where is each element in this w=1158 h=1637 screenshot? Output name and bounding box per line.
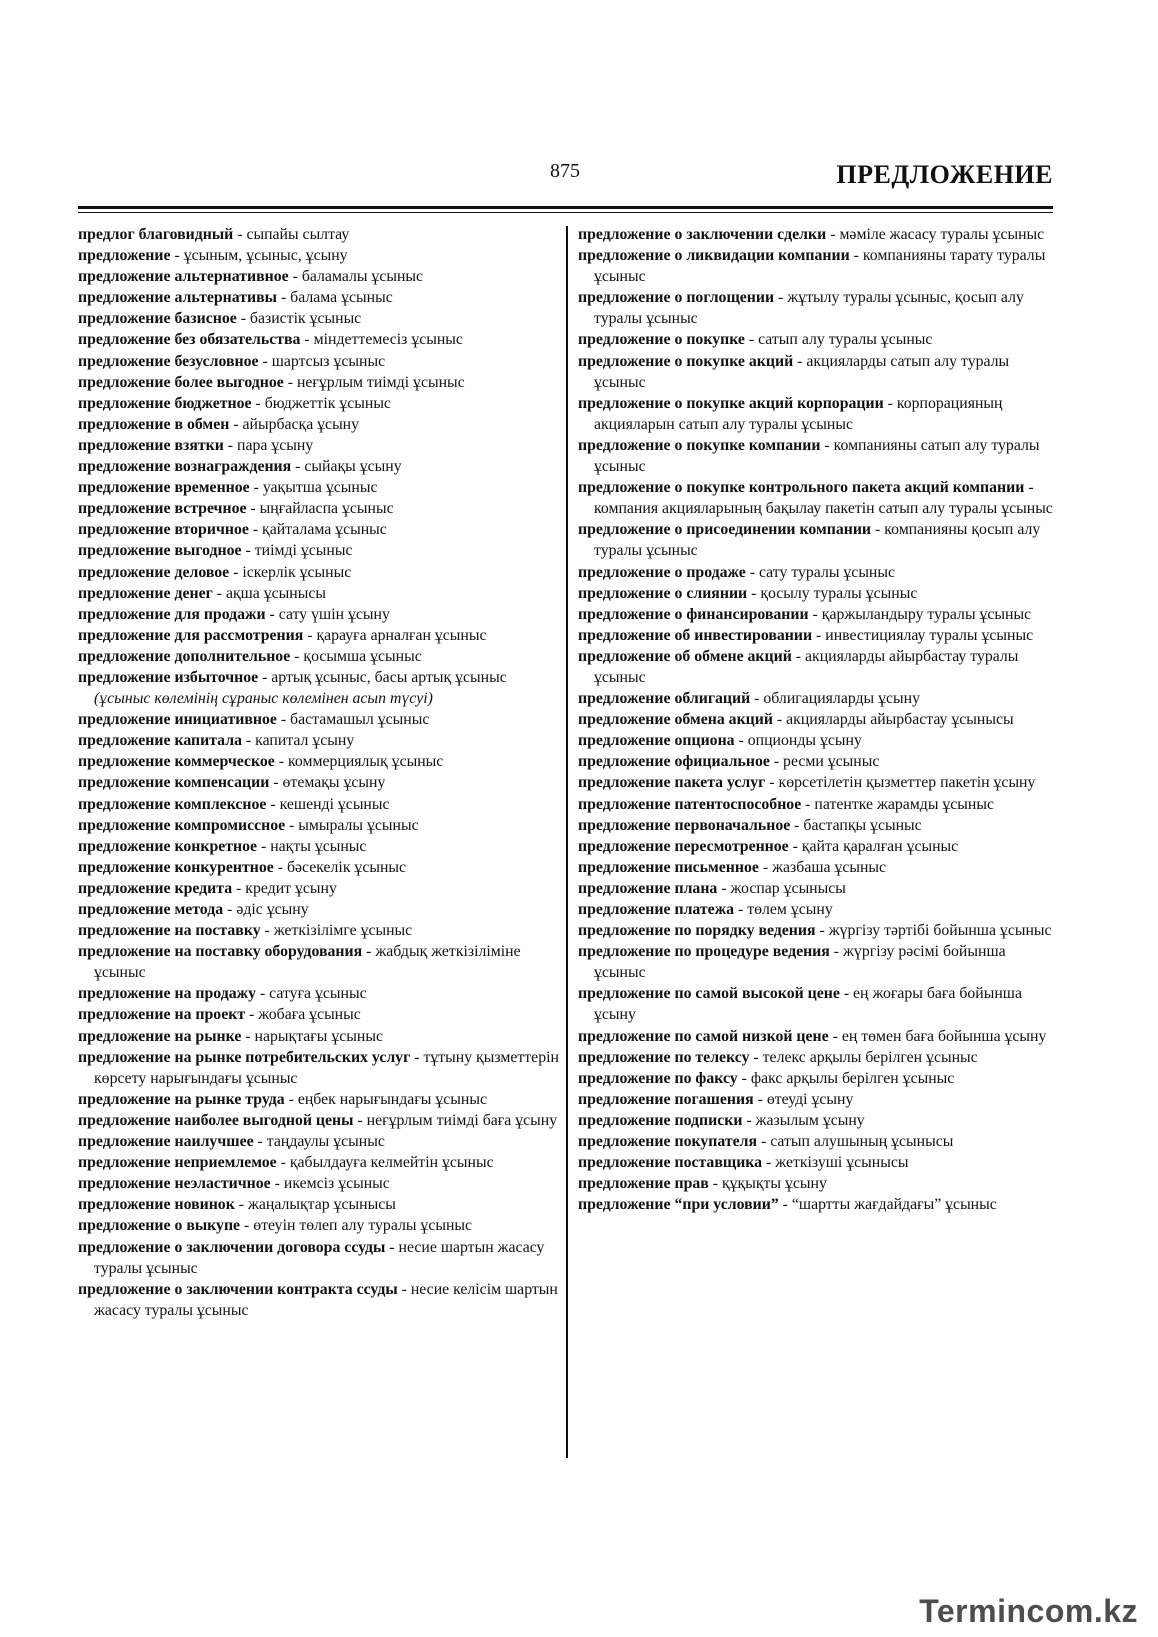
entry-definition: жобаға ұсыныс [258, 1006, 361, 1024]
entry-term: предложение о покупке [578, 331, 745, 349]
entry-term: предложение бюджетное [78, 394, 252, 412]
header-rule-thin [78, 212, 1053, 213]
dictionary-entry: предложение покупателя - сатып алушының ұсынысы [578, 1133, 954, 1151]
dictionary-entry: предложение деловое - іскерлік ұсыныс [78, 563, 352, 581]
entry-definition: сатып алушының ұсынысы [770, 1133, 954, 1151]
dictionary-entry: предложение метода - әдіс ұсыну [78, 901, 309, 918]
entry-term: предложение о покупке контрольного пакета акций компании [578, 479, 1025, 497]
entry-definition: мәміле жасасу туралы ұсыныс [839, 226, 1045, 243]
entry-term: предложение о заключении сделки [578, 226, 827, 243]
entry-definition: неғұрлым тиімді баға ұсыну [366, 1111, 558, 1129]
dictionary-entry: предложение коммерческое - коммерциялық ұсыныс [78, 753, 444, 771]
dictionary-entry: предлог благовидный - сыпайы сылтау [78, 226, 350, 243]
right-column [578, 224, 1060, 1215]
dictionary-entry: предложение опциона - опционды ұсыну [578, 732, 862, 750]
entry-definition: төлем ұсыну [747, 901, 833, 918]
dictionary-entry: предложение для продажи - сату үшін ұсыну [78, 605, 390, 623]
entry-term: предложение встречное [78, 500, 247, 518]
entry-definition: компания акцияларының бақылау пакетін сатып алу туралы ұсыныс [594, 500, 1053, 518]
entry-definition: инвестициялау туралы ұсыныс [825, 626, 1034, 644]
entry-definition: ең жоғары баға бойынша ұсыну [594, 985, 1022, 1024]
dictionary-entry: предложение альтернативное - баламалы ұсыныс [78, 268, 424, 286]
entry-term: предложение выгодное [78, 542, 242, 560]
dictionary-entry: предложение по процедуре ведения - жүргізу рәсімі бойынша ұсыныс [578, 943, 1006, 982]
entry-definition: қарауға арналған ұсыныс [316, 626, 487, 644]
entry-term: предложение о заключении договора ссуды [78, 1238, 386, 1256]
dictionary-entry: предложение наилучшее - таңдаулы ұсыныс [78, 1133, 385, 1151]
entry-term: предложение дополнительное [78, 647, 291, 665]
entry-term: предложение опциона [578, 732, 735, 750]
entry-note: (ұсыныс көлемінің сұраныс көлемінен асып түсуі) [94, 690, 433, 708]
entry-definition: сатуға ұсыныс [269, 985, 367, 1003]
dictionary-entry: предложение первоначальное - бастапқы ұсыныс [578, 816, 922, 834]
entry-definition: пара ұсыну [237, 436, 314, 454]
entry-definition: факс арқылы берілген ұсыныс [750, 1069, 955, 1087]
entry-definition: компанияны тарату туралы ұсыныс [594, 247, 1046, 286]
dictionary-entry: предложение письменное - жазбаша ұсыныс [578, 858, 887, 876]
dictionary-entry: предложение обмена акций - акцияларды айырбастау ұсынысы [578, 711, 1014, 729]
entry-definition: жеткізуші ұсынысы [775, 1154, 909, 1172]
entry-definition: сатып алу туралы ұсыныс [758, 331, 933, 349]
entry-definition: капитал ұсыну [255, 732, 355, 750]
dictionary-entry: предложение погашения - өтеуді ұсыну [578, 1090, 854, 1108]
entry-term: предложение первоначальное [578, 816, 791, 834]
entry-term: предложение по телексу [578, 1048, 750, 1066]
dictionary-entry: предложение платежа - төлем ұсыну [578, 901, 833, 918]
dictionary-entry: предложение временное - уақытша ұсыныс [78, 479, 378, 497]
entry-term: предложение временное [78, 479, 250, 497]
dictionary-entry: предложение вторичное - қайталама ұсыныс [78, 521, 387, 539]
entry-term: предлог благовидный [78, 226, 234, 243]
entry-definition: жүргізу рәсімі бойынша ұсыныс [594, 943, 1006, 982]
entry-definition: бастапқы ұсыныс [803, 816, 922, 834]
entry-term: предложение взятки [78, 436, 224, 454]
entry-term: предложение для рассмотрения [78, 626, 304, 644]
entry-term: предложение в обмен [78, 415, 230, 433]
entry-definition: патентке жарамды ұсыныс [814, 795, 994, 813]
entry-term: предложение капитала [78, 732, 242, 750]
entry-term: предложение на проект [78, 1006, 246, 1024]
entry-term: предложение без обязательства [78, 331, 301, 349]
entry-definition: әдіс ұсыну [236, 901, 309, 918]
dictionary-entry: предложение новинок - жаңалықтар ұсынысы [78, 1196, 396, 1214]
entry-term: предложение о ликвидации компании [578, 247, 850, 265]
dictionary-entry: предложение на продажу - сатуға ұсыныс [78, 985, 367, 1003]
entry-definition: компанияны сатып алу туралы ұсыныс [594, 436, 1040, 476]
entry-definition: несие келісім шартын жасасу туралы ұсыныс [94, 1280, 558, 1319]
entry-definition: қабылдауға келмейтін ұсыныс [289, 1154, 494, 1172]
entry-term: предложение письменное [578, 858, 759, 876]
entry-definition: артық ұсыныс, басы артық ұсыныс [271, 668, 507, 686]
dictionary-entry: предложение дополнительное - қосымша ұсыныс [78, 647, 422, 665]
entry-term: предложение деловое [78, 563, 230, 581]
dictionary-entry: предложение инициативное - бастамашыл ұсыныс [78, 711, 430, 729]
entry-term: предложение об обмене акций [578, 647, 792, 665]
entry-term: предложение пакета услуг [578, 774, 766, 792]
entry-term: предложение метода [78, 901, 224, 918]
entry-definition: қаржыландыру туралы ұсыныс [821, 605, 1032, 623]
entry-term: предложение на поставку оборудования [78, 943, 363, 961]
entry-term: предложение конкурентное [78, 858, 274, 876]
dictionary-entry: предложение прав - құқықты ұсыну [578, 1175, 827, 1193]
entry-term: предложение о присоединении компании [578, 521, 872, 539]
entry-definition: ресми ұсыныс [783, 753, 880, 771]
entry-definition: өтеуді ұсыну [766, 1090, 854, 1108]
dictionary-entry: предложение подписки - жазылым ұсыну [578, 1111, 865, 1129]
entry-term: предложение альтернативы [78, 289, 277, 307]
entry-term: предложение комплексное [78, 795, 267, 813]
entry-term: предложение о покупке акций [578, 352, 794, 370]
entry-definition: еңбек нарығындағы ұсыныс [297, 1090, 487, 1108]
dictionary-entry: предложение комплексное - кешенді ұсыныс [78, 795, 390, 813]
running-head: ПРЕДЛОЖЕНИЕ [836, 160, 1053, 189]
entry-definition: жеткізілімге ұсыныс [273, 922, 413, 940]
column-divider [566, 226, 568, 1458]
entry-definition: коммерциялық ұсыныс [288, 753, 444, 771]
dictionary-entry: предложение кредита - кредит ұсыну [78, 879, 337, 897]
entry-term: предложение официальное [578, 753, 770, 771]
entry-definition: құқықты ұсыну [721, 1175, 827, 1193]
dictionary-entry: предложение об обмене акций - акцияларды айырбастау туралы ұсыныс [578, 647, 1019, 686]
entry-term: предложение безусловное [78, 352, 259, 370]
dictionary-entry: предложение встречное - ыңғайласпа ұсыныс [78, 500, 394, 518]
dictionary-entry: предложение о продаже - сату туралы ұсыныс [578, 563, 896, 581]
entry-term: предложение об инвестировании [578, 626, 813, 644]
entry-term: предложение о покупке компании [578, 436, 821, 454]
entry-term: предложение альтернативное [78, 268, 289, 286]
entry-definition: неғұрлым тиімді ұсыныс [296, 373, 465, 391]
dictionary-entry: предложение на поставку оборудования - жабдық жеткізіліміне ұсыныс [78, 943, 521, 982]
entry-definition: бастамашыл ұсыныс [290, 711, 430, 729]
dictionary-entry: предложение о заключении сделки - мәміле жасасу туралы ұсыныс [578, 226, 1045, 243]
dictionary-entry: предложение - ұсыным, ұсыныс, ұсыну [78, 247, 348, 265]
entry-term: предложение по порядку ведения [578, 922, 816, 940]
dictionary-entry: предложение компромиссное - ымыралы ұсыныс [78, 816, 419, 834]
dictionary-entry: предложение в обмен - айырбасқа ұсыну [78, 415, 360, 433]
entry-definition: жоспар ұсынысы [730, 879, 846, 897]
dictionary-entry: предложение альтернативы - балама ұсыныс [78, 289, 393, 307]
dictionary-entry: предложение о ликвидации компании - компанияны тарату туралы ұсыныс [578, 247, 1046, 286]
entry-definition: кредит ұсыну [245, 879, 337, 897]
entry-term: предложение неэластичное [78, 1175, 271, 1193]
dictionary-entry: предложение о покупке компании - компанияны сатып алу туралы ұсыныс [578, 436, 1040, 476]
dictionary-entry: предложение пакета услуг - көрсетілетін қызметтер пакетін ұсыну [578, 774, 1036, 792]
entry-definition: компанияны қосып алу туралы ұсыныс [594, 521, 1041, 560]
header-rule-thick [78, 206, 1053, 209]
entry-term: предложение денег [78, 584, 213, 602]
entry-term: предложение неприемлемое [78, 1154, 277, 1172]
dictionary-entry: предложение на рынке - нарықтағы ұсыныс [78, 1027, 383, 1045]
entry-definition: балама ұсыныс [290, 289, 393, 307]
entry-term: предложение конкретное [78, 837, 258, 855]
dictionary-entry: предложение взятки - пара ұсыну [78, 436, 314, 454]
dictionary-entry: предложение на рынке труда - еңбек нарығындағы ұсыныс [78, 1090, 487, 1108]
dictionary-entry: предложение выгодное - тиімді ұсыныс [78, 542, 353, 560]
dictionary-entry: предложение наиболее выгодной цены - неғұрлым тиімді баға ұсыну [78, 1111, 558, 1129]
dictionary-entry: предложение компенсации - өтемақы ұсыну [78, 774, 386, 792]
entry-definition: өтеуін төлеп алу туралы ұсыныс [253, 1217, 473, 1235]
entry-term: предложение наиболее выгодной цены [78, 1111, 354, 1129]
entry-term: предложение избыточное [78, 668, 259, 686]
left-column [78, 224, 560, 1321]
entry-definition: сату туралы ұсыныс [758, 563, 896, 581]
entry-term: предложение на продажу [78, 985, 256, 1003]
dictionary-entry: предложение о покупке акций - акцияларды сатып алу туралы ұсыныс [578, 352, 1010, 391]
dictionary-entry: предложение избыточное - артық ұсыныс, басы артық ұсыныс (ұсыныс көлемінің сұраныс көлемінен асып түсуі) [78, 668, 507, 708]
dictionary-entry: предложение по самой высокой цене - ең жоғары баға бойынша ұсыну [578, 985, 1022, 1024]
dictionary-entry: предложение о заключении договора ссуды - несие шартын жасасу туралы ұсыныс [78, 1238, 545, 1277]
entry-term: предложение на рынке [78, 1027, 242, 1045]
entry-definition: қосымша ұсыныс [303, 647, 422, 665]
entry-term: предложение кредита [78, 879, 233, 897]
dictionary-entry: предложение для рассмотрения - қарауға арналған ұсыныс [78, 626, 487, 644]
dictionary-entry: предложение более выгодное - неғұрлым тиімді ұсыныс [78, 373, 465, 391]
dictionary-entry: предложение неэластичное - икемсіз ұсыныс [78, 1175, 390, 1193]
entry-definition: икемсіз ұсыныс [283, 1175, 390, 1193]
entry-definition: сыйақы ұсыну [304, 458, 402, 476]
entry-definition: акцияларды айырбастау ұсынысы [786, 711, 1014, 729]
entry-definition: кешенді ұсыныс [279, 795, 390, 813]
page-number: 875 [550, 160, 580, 182]
entry-term: предложение прав [578, 1175, 709, 1193]
entry-definition: қосылу туралы ұсыныс [760, 584, 918, 602]
entry-definition: іскерлік ұсыныс [242, 563, 352, 581]
entry-definition: телекс арқылы берілген ұсыныс [762, 1048, 978, 1066]
entry-definition: ең төмен баға бойынша ұсыну [841, 1027, 1047, 1045]
termincom-logo: Termincom.kz [919, 1593, 1138, 1629]
entry-definition: уақытша ұсыныс [262, 479, 378, 497]
dictionary-entry: предложение облигаций - облигацияларды ұсыну [578, 690, 920, 708]
entry-definition: тұтыну қызметтерін көрсету нарығындағы ұсыныс [94, 1048, 559, 1087]
entry-definition: айырбасқа ұсыну [242, 415, 360, 433]
entry-term: предложение о заключении контракта ссуды [78, 1280, 398, 1298]
entry-term: предложение вторичное [78, 521, 249, 539]
entry-term: предложение обмена акций [578, 711, 773, 729]
entry-term: предложение на рынке труда [78, 1090, 285, 1108]
entry-term: предложение погашения [578, 1090, 754, 1108]
entry-definition: сыпайы сылтау [246, 226, 350, 243]
entry-term: предложение по процедуре ведения [578, 943, 830, 961]
entry-definition: акцияларды айырбастау туралы ұсыныс [594, 647, 1019, 686]
entry-definition: акцияларды сатып алу туралы ұсыныс [594, 352, 1010, 391]
entry-term: предложение наилучшее [78, 1133, 254, 1151]
dictionary-entry: предложение на рынке потребительских услуг - тұтыну қызметтерін көрсету нарығындағы ұсыныс [78, 1048, 559, 1087]
dictionary-entry: предложение безусловное - шартсыз ұсыныс [78, 352, 386, 370]
dictionary-entry: предложение на проект - жобаға ұсыныс [78, 1006, 361, 1024]
entry-definition: қайта қаралған ұсыныс [801, 837, 959, 855]
entry-definition: жаңалықтар ұсынысы [247, 1196, 396, 1214]
entry-definition: шартсыз ұсыныс [271, 352, 386, 370]
dictionary-entry: предложение пересмотренное - қайта қаралған ұсыныс [578, 837, 959, 855]
entry-definition: опционды ұсыну [747, 732, 862, 750]
entry-definition: несие шартын жасасу туралы ұсыныс [94, 1238, 545, 1277]
entry-term: предложение по факсу [578, 1069, 738, 1087]
entry-definition: таңдаулы ұсыныс [266, 1133, 385, 1151]
dictionary-entry: предложение по самой низкой цене - ең төмен баға бойынша ұсыну [578, 1027, 1047, 1045]
entry-definition: бюджеттік ұсыныс [264, 394, 391, 412]
entry-definition: бәсекелік ұсыныс [286, 858, 407, 876]
dictionary-entry: предложение конкретное - нақты ұсыныс [78, 837, 367, 855]
dictionary-entry: предложение о поглощении - жұтылу туралы ұсыныс, қосып алу туралы ұсыныс [578, 289, 1024, 328]
entry-term: предложение по самой низкой цене [578, 1027, 829, 1045]
dictionary-entry: предложение по порядку ведения - жүргізу тәртібі бойынша ұсыныс [578, 922, 1052, 940]
dictionary-entry: предложение о присоединении компании - компанияны қосып алу туралы ұсыныс [578, 521, 1041, 560]
entry-definition: міндеттемесіз ұсыныс [313, 331, 463, 349]
entry-definition: ақша ұсынысы [225, 584, 326, 602]
entry-term: предложение о слиянии [578, 584, 748, 602]
entry-definition: баламалы ұсыныс [301, 268, 424, 286]
dictionary-entry: предложение без обязательства - міндеттемесіз ұсыныс [78, 331, 463, 349]
dictionary-entry: предложение плана - жоспар ұсынысы [578, 879, 846, 897]
dictionary-entry: предложение о финансировании - қаржыландыру туралы ұсыныс [578, 605, 1032, 623]
entry-definition: ымыралы ұсыныс [298, 816, 419, 834]
entry-term: предложение о выкупе [78, 1217, 241, 1235]
dictionary-entry: предложение на поставку - жеткізілімге ұсыныс [78, 922, 413, 940]
entry-definition: қайталама ұсыныс [262, 521, 387, 539]
entry-term: предложение по самой высокой цене [578, 985, 840, 1003]
entry-definition: көрсетілетін қызметтер пакетін ұсыну [778, 774, 1036, 792]
entry-term: предложение новинок [78, 1196, 235, 1214]
entry-definition: өтемақы ұсыну [282, 774, 386, 792]
dictionary-entry: предложение об инвестировании - инвестициялау туралы ұсыныс [578, 626, 1034, 644]
entry-term: предложение компенсации [78, 774, 270, 792]
dictionary-entry: предложение капитала - капитал ұсыну [78, 732, 355, 750]
entry-term: предложение о продаже [578, 563, 746, 581]
dictionary-entry: предложение конкурентное - бәсекелік ұсыныс [78, 858, 407, 876]
dictionary-entry: предложение официальное - ресми ұсыныс [578, 753, 880, 771]
dictionary-entry: предложение поставщика - жеткізуші ұсынысы [578, 1154, 909, 1172]
dictionary-entry: предложение денег - ақша ұсынысы [78, 584, 326, 602]
entry-term: предложение подписки [578, 1111, 743, 1129]
entry-definition: нақты ұсыныс [270, 837, 367, 855]
entry-term: предложение компромиссное [78, 816, 286, 834]
entry-term: предложение патентоспособное [578, 795, 802, 813]
dictionary-entry: предложение о покупке акций корпорации - корпорацияның акцияларын сатып алу туралы ұсыныс [578, 394, 1003, 433]
entry-term: предложение пересмотренное [578, 837, 789, 855]
dictionary-entry: предложение вознаграждения - сыйақы ұсыну [78, 458, 402, 476]
entry-term: предложение на рынке потребительских услуг [78, 1048, 411, 1066]
entry-term: предложение платежа [578, 901, 735, 918]
entry-definition: жұтылу туралы ұсыныс, қосып алу туралы ұсыныс [594, 289, 1024, 328]
entry-term: предложение поставщика [578, 1154, 763, 1172]
entry-definition: жазылым ұсыну [755, 1111, 865, 1129]
entry-definition: жүргізу тәртібі бойынша ұсыныс [828, 922, 1052, 940]
dictionary-entry: предложение “при условии” - “шартты жағдайдағы” ұсыныс [578, 1196, 997, 1214]
dictionary-entry: предложение о покупке контрольного пакета акций компании - компания акцияларының бақылау пакетін сатып алу туралы ұсыныс [578, 479, 1053, 518]
dictionary-entry: предложение базисное - базистік ұсыныс [78, 310, 362, 328]
dictionary-entry: предложение по телексу - телекс арқылы берілген ұсыныс [578, 1048, 978, 1066]
entry-definition: нарықтағы ұсыныс [254, 1027, 383, 1045]
entry-definition: ұсыным, ұсыныс, ұсыну [183, 247, 348, 265]
dictionary-entry: предложение о выкупе - өтеуін төлеп алу туралы ұсыныс [78, 1217, 473, 1235]
entry-term: предложение на поставку [78, 922, 261, 940]
entry-term: предложение о покупке акций корпорации [578, 394, 884, 412]
entry-term: предложение коммерческое [78, 753, 275, 771]
entry-term: предложение о финансировании [578, 605, 809, 623]
entry-term: предложение вознаграждения [78, 458, 292, 476]
entry-term: предложение инициативное [78, 711, 277, 729]
entry-term: предложение для продажи [78, 605, 266, 623]
dictionary-entry: предложение бюджетное - бюджеттік ұсыныс [78, 394, 391, 412]
entry-term: предложение более выгодное [78, 373, 284, 391]
entry-definition: облигацияларды ұсыну [763, 690, 920, 708]
entry-term: предложение базисное [78, 310, 237, 328]
dictionary-entry: предложение патентоспособное - патентке жарамды ұсыныс [578, 795, 994, 813]
entry-definition: тиімді ұсыныс [254, 542, 353, 560]
entry-term: предложение [78, 247, 171, 265]
dictionary-entry: предложение по факсу - факс арқылы берілген ұсыныс [578, 1069, 955, 1087]
entry-definition: жазбаша ұсыныс [772, 858, 887, 876]
entry-term: предложение облигаций [578, 690, 751, 708]
dictionary-entry: предложение неприемлемое - қабылдауға келмейтін ұсыныс [78, 1154, 494, 1172]
entry-term: предложение плана [578, 879, 718, 897]
entry-definition: сату үшін ұсыну [278, 605, 390, 623]
dictionary-entry: предложение о слиянии - қосылу туралы ұсыныс [578, 584, 918, 602]
dictionary-entry: предложение о покупке - сатып алу туралы ұсыныс [578, 331, 933, 349]
entry-term: предложение о поглощении [578, 289, 775, 307]
entry-definition: “шартты жағдайдағы” ұсыныс [791, 1196, 997, 1214]
dictionary-entry: предложение о заключении контракта ссуды - несие келісім шартын жасасу туралы ұсыныс [78, 1280, 558, 1319]
entry-definition: ыңғайласпа ұсыныс [259, 500, 394, 518]
entry-term: предложение покупателя [578, 1133, 758, 1151]
entry-definition: базистік ұсыныс [249, 310, 362, 328]
entry-definition: жабдық жеткізіліміне ұсыныс [94, 943, 521, 982]
entry-definition: корпорацияның акцияларын сатып алу туралы ұсыныс [594, 394, 1003, 433]
entry-term: предложение “при условии” [578, 1196, 779, 1214]
